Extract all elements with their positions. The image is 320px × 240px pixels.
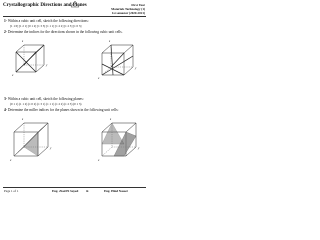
plane-cube-1-z-label: z	[22, 117, 24, 121]
question-3	[4, 97, 84, 101]
direction-cube-1	[10, 40, 50, 78]
question-4	[4, 108, 119, 112]
cube-2-z-label: z	[109, 39, 111, 43]
question-2	[4, 30, 123, 34]
plane-cube-1-y-label: y	[50, 146, 52, 150]
plane-cube-2-y-label: y	[138, 146, 140, 150]
question-1-number: 1-	[4, 19, 7, 23]
page-title: Crystallographic Directions and Planes	[3, 3, 87, 8]
question-4-number: 4-	[4, 108, 7, 112]
course-year: First Year	[131, 3, 145, 7]
direction-cube-2	[96, 40, 140, 80]
question-1-text: Within a cubic unit cell, sketch the following directions:	[7, 19, 89, 23]
worksheet-page	[0, 0, 149, 198]
cube-1-y-label: y	[46, 63, 48, 67]
cube-1-x-label: x	[12, 73, 14, 77]
page-number: Page 1 of 1	[4, 189, 19, 193]
plane-cube-2-z-label: z	[110, 117, 112, 121]
question-3-planes: (0 1 1) (1 1 2) (1 0 2) (1 3 1) (1 1 1) (1 2 2) (1 2 3) (0 1 3)	[10, 101, 82, 106]
footer-divider	[3, 187, 146, 188]
plane-cube-1-x-label: x	[10, 158, 12, 162]
question-4-text: Determine the miller indices for the planes shown in the following unit cells:	[7, 108, 119, 112]
author-separator: &	[86, 189, 89, 193]
course-name: Materials Technology (1)	[111, 7, 145, 11]
course-semester: 1st semester (2020-2021)	[111, 11, 145, 15]
question-3-number: 3-	[4, 97, 7, 101]
question-3-text: Within a cubic unit cell, sketch the following planes:	[7, 97, 84, 101]
question-1-directions: [1 1 0] [1 2 1] [0 1 2] [1 3 3] [1 1 1] [1 2 2] [1 2 3] [1 0 3]	[10, 23, 82, 28]
question-1	[4, 19, 89, 23]
cube-2-x-label: x	[98, 76, 100, 80]
university-logo-icon	[70, 0, 80, 8]
plane-cube-2-x-label: x	[98, 158, 100, 162]
question-2-number: 2-	[4, 30, 7, 34]
plane-cube-2	[96, 118, 142, 162]
header-divider	[3, 16, 146, 17]
author-2: Eng. Hind Nasser	[104, 189, 128, 193]
plane-cube-1	[8, 118, 54, 162]
cube-2-y-label: y	[135, 66, 137, 70]
question-2-text: Determine the indices for the directions shown in the following cubic unit cells.	[7, 30, 123, 34]
cube-1-z-label: z	[22, 39, 24, 43]
author-1: Eng. Ziad El Sayed	[52, 189, 79, 193]
